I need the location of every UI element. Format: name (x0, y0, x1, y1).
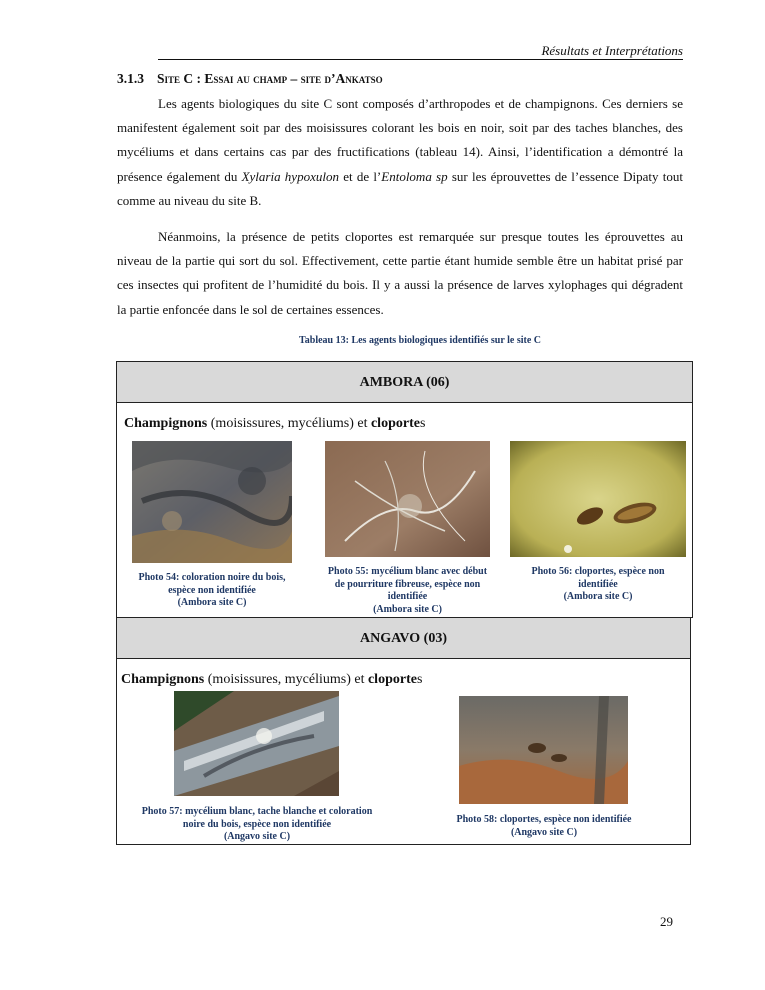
section-heading (117, 71, 383, 87)
running-header (158, 42, 683, 60)
paragraph-agents (117, 92, 683, 213)
photo-57-image (174, 691, 339, 796)
photo-55-image (325, 441, 490, 557)
section-number: 3.1.3 (117, 71, 144, 86)
section-title: Site C : Essai au champ – site d’Ankatso (157, 71, 383, 86)
species-name: Xylaria hypoxulon (241, 168, 339, 184)
photo-58-caption: Photo 58: cloportes, espèce non identifiée (Angavo site C) (456, 814, 632, 838)
photo-54-image (132, 441, 292, 563)
photo-56-caption: Photo 56: cloportes, espèce non identifiée (Ambora site C) (531, 566, 665, 602)
paragraph-text: et de l’ (338, 168, 382, 184)
category-label-angavo: Champignons (moisissures, mycéliums) et cloportes (121, 672, 423, 687)
paragraph-text: Les agents biologiques du site C sont composés d’arthropodes et de champignons. Ces derniers se manifestent également soit par des moisissures colorant les bois en noir, soit par des taches blanches, des mycéliums et dans certains cas par des fructifications (tableau 14). Ainsi, l’identification a démontré la présence également du (117, 96, 683, 184)
photo-57-caption: Photo 57: mycélium blanc, tache blanche et coloration noire du bois, espèce non identifiée (Angavo site C) (141, 806, 373, 842)
paragraph-cloportes (117, 225, 683, 322)
photo-56-image (510, 441, 686, 557)
photo-54-caption: Photo 54: coloration noire du bois, espèce non identifiée (Ambora site C) (138, 572, 286, 608)
photo-58-image (459, 696, 628, 804)
species-name: Entoloma sp (381, 168, 448, 184)
block-header-angavo: ANGAVO (03) (116, 617, 691, 659)
paragraph-text: sur les éprouvettes de l’essence Dipaty tout comme au niveau du site B. (117, 168, 683, 208)
page-number: 29 (660, 914, 673, 929)
category-label-ambora: Champignons (moisissures, mycéliums) et cloportes (124, 416, 426, 431)
table-caption: Tableau 13: Les agents biologiques identifiés sur le site C (299, 335, 541, 346)
running-title: Résultats et Interprétations (541, 43, 683, 58)
paragraph-text: Néanmoins, la présence de petits cloportes est remarquée sur presque toutes les éprouvettes au niveau de la partie qui sort du sol. Effectivement, cette partie étant humide semble être un habitat prisé par ces insectes qui profitent de l’humidité du bois. Il y a aussi la présence de larves xylophages qui dégradent la partie enfoncée dans le sol de certaines essences. (117, 229, 683, 317)
block-header-ambora: AMBORA (06) (116, 361, 693, 403)
photo-55-caption: Photo 55: mycélium blanc avec début de pourriture fibreuse, espèce non identifiée (Ambora site C) (327, 566, 488, 615)
